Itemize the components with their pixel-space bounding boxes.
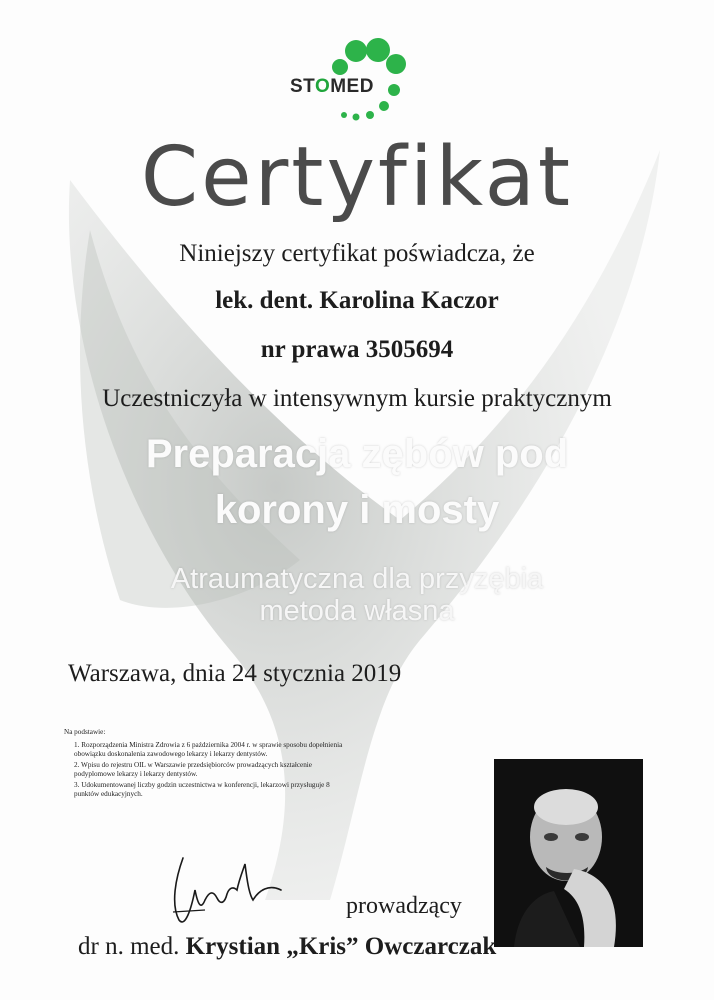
legal-basis-item: 3. Udokumentowanej liczby godzin uczestnictwa w konferencji, lekarzowi przysługuje 8 punktów edukacyjnych. <box>74 781 330 798</box>
license-number: nr prawa 3505694 <box>260 336 454 363</box>
legal-basis-item: 2. Wpisu do rejestru OIL w Warszawie przedsiębiorców prowadzących kształcenie podyplomowe lekarzy i lekarzy dentystów. <box>74 761 312 778</box>
place-date: Warszawa, dnia 24 stycznia 2019 <box>68 660 402 687</box>
course-subtitle-line-1: Atraumatyczna dla przyzębia <box>170 563 544 595</box>
signature <box>165 850 305 930</box>
course-title <box>0 426 714 538</box>
instructor-name: Krystian „Kris” Owczarczak <box>185 933 497 960</box>
course-subtitle-line-2: metoda własna <box>259 595 455 627</box>
instructor-line <box>78 933 496 961</box>
recipient-name: lek. dent. Karolina Kaczor <box>215 287 499 314</box>
legal-basis-heading: Na podstawie: <box>64 728 106 736</box>
legal-basis <box>64 728 354 801</box>
participation-text: Uczestniczyła w intensywnym kursie praktycznym <box>102 385 612 412</box>
course-subtitle <box>0 563 714 627</box>
certificate-title: Certyfikat <box>140 130 574 225</box>
logo-text: STOMED <box>290 76 374 97</box>
instructor-prefix: dr n. med. <box>78 933 180 960</box>
intro-text: Niniejszy certyfikat poświadcza, że <box>179 240 535 267</box>
course-title-line-1: Preparacja zębów pod <box>145 432 569 476</box>
course-title-line-2: korony i mosty <box>214 488 500 532</box>
stomed-logo <box>290 38 420 128</box>
instructor-photo <box>494 759 643 947</box>
legal-basis-item: 1. Rozporządzenia Ministra Zdrowia z 6 października 2004 r. w sprawie sposobu dopełnienia obowiązku doskonalenia zawodowego lekarzy i lekarzy dentystów. <box>74 741 343 758</box>
instructor-role: prowadzący <box>346 893 462 919</box>
